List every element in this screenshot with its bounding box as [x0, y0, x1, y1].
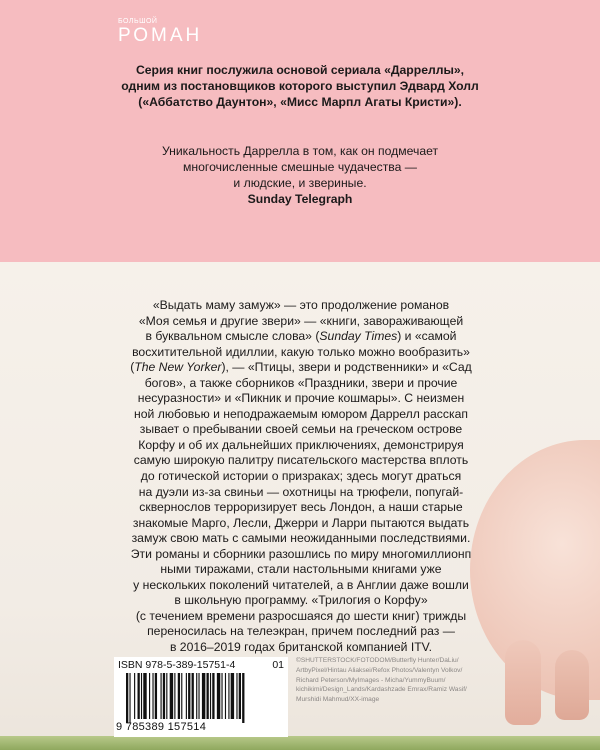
description-line: зывает о пребывании своей семьи на греческом острове [139, 422, 463, 437]
description-line: восхитительной идиллии, какую только можно вообразить» [132, 344, 470, 359]
barcode-bar [174, 673, 175, 719]
isbn-addon: 01 [272, 659, 284, 671]
barcode-bar [155, 673, 157, 719]
description-line: (с течением времени разросшаяся до шести книг) трижды [135, 608, 467, 623]
barcode-bar [192, 673, 194, 719]
credit-line: ArtbyPixel/Hintau Aliaksei/Refox Photos/Valentyn Volkov/ [296, 666, 463, 674]
barcode-bar [239, 673, 241, 719]
barcode-bar [141, 673, 142, 719]
description-line: замуж свою мать с самыми неожиданными последствиями. [131, 531, 471, 546]
barcode-bar [210, 673, 211, 719]
barcode-bar [202, 673, 205, 719]
barcode-bar [212, 673, 214, 719]
description-line: на дуэли из-за свиньи — охотницы на трюфели, попугай- [138, 484, 464, 499]
barcode-bar [196, 673, 197, 719]
barcode-bar [152, 673, 153, 719]
photo-credits [296, 656, 486, 705]
series-note-line: («Аббатство Даунтон», «Мисс Марпл Агаты Кристи»). [138, 95, 462, 109]
pig-leg-image [505, 640, 541, 725]
barcode-bar [236, 673, 237, 719]
barcode-block [114, 657, 288, 737]
barcode-bar [242, 673, 244, 723]
description-line: до готической истории о призраках; здесь могут драться [140, 469, 462, 484]
description-line: сквернослов терроризирует весь Лондон, а наши старые [139, 500, 463, 515]
review-quote [110, 143, 490, 191]
description-line: переносилась на телеэкран, причем последний раз — [147, 624, 455, 639]
barcode-bar [188, 673, 190, 719]
description-line: Корфу и об их дальнейших приключениях, демонстрируя [138, 437, 464, 452]
publisher-logo [118, 18, 202, 46]
barcode-bar [126, 673, 128, 723]
credit-line: Richard Peterson/MyImages - Micha/YummyBuum/ [296, 676, 446, 684]
barcode-bar [207, 673, 209, 719]
logo-small-text: БОЛЬШОЙ [118, 18, 158, 25]
credit-line: kichikimi/Design_Lands/Kardashzade Emrax/Ramiz Wasif/ [296, 686, 467, 694]
barcode-bar [166, 673, 167, 719]
barcode-bar [186, 673, 187, 719]
series-note-line: Серия книг послужила основой сериала «Дарреллы», [135, 63, 465, 77]
barcode-bar [217, 673, 220, 719]
barcode-bar [198, 673, 199, 719]
quote-line: и людские, и звериные. [233, 176, 367, 190]
description-text: ) и «самой [397, 329, 457, 344]
description-line: в школьную программу. «Трилогия о Корфу» [174, 593, 428, 608]
description-italic: Sunday Times [319, 329, 398, 344]
barcode-bar [231, 673, 234, 719]
description-line [110, 329, 492, 345]
description-text: ), — «Птицы, звери и родственники» и «Сад [221, 360, 472, 375]
barcode-bar [163, 673, 165, 719]
description-line: «Выдать маму замуж» — это продолжение романов [152, 298, 450, 312]
description-text: в буквальном смысле слова» ( [145, 329, 320, 344]
description-line: у нескольких поколений читателей, а в Англии даже вошли [133, 577, 469, 592]
barcode-bar [228, 673, 229, 719]
barcode-bar [225, 673, 226, 719]
pink-top-panel [0, 0, 600, 262]
description-italic: The New Yorker [134, 360, 222, 375]
quote-line: многочисленные смешные чудачества — [183, 160, 417, 174]
quote-line: Уникальность Даррелла в том, как он подмечает [161, 144, 439, 158]
barcode-bar [134, 673, 135, 719]
barcode-bar [149, 673, 150, 719]
barcode-bars [126, 673, 280, 723]
series-note [100, 62, 500, 110]
description-line: в 2016–2019 годах британской компанией ITV. [169, 640, 433, 655]
grass-strip [0, 736, 600, 750]
logo-big-text: РОМАН [118, 25, 203, 46]
barcode-bar [138, 673, 140, 719]
description-line: ными тиражами, стали настольными книгами уже [160, 562, 442, 577]
barcode-digits: 9 785389 157514 [116, 721, 207, 733]
description-line [110, 360, 492, 376]
isbn-row [118, 659, 284, 671]
description-line: «Моя семья и другие звери» — «книги, завораживающей [138, 313, 464, 328]
barcode-bar [170, 673, 173, 719]
barcode-bar [143, 673, 146, 719]
credit-line: ©SHUTTERSTOCK/FOTODOM/Butterfly Hunter/DaLiu/ [296, 657, 459, 664]
barcode-bar [181, 673, 182, 719]
description-line: несуразности» и «Пикник и прочие кошмары». С неизмен [137, 391, 465, 406]
isbn-number: ISBN 978-5-389-15751-4 [118, 659, 236, 671]
description-line: ной любовью и неподражаемым юмором Даррелл расскап [134, 406, 468, 421]
barcode-bar [129, 673, 130, 723]
book-description [110, 298, 492, 656]
description-text: ( [130, 360, 135, 375]
pig-leg-image [555, 650, 589, 720]
barcode-bar [161, 673, 162, 719]
description-line: знакомые Марго, Лесли, Джерри и Ларри пытаются выдать [132, 515, 470, 530]
barcode-bar [178, 673, 180, 719]
series-note-line: одним из постановщиков которого выступил Эдвард Холл [121, 79, 479, 93]
credit-line: Murshidi Mahmud/XX-image [296, 696, 380, 704]
quote-source: Sunday Telegraph [247, 192, 353, 206]
description-line: самую широкую палитру писательского мастерства вплоть [133, 453, 469, 468]
description-line: Эти романы и сборники разошлись по миру многомиллионп [130, 546, 472, 561]
barcode-bar [221, 673, 222, 719]
description-line: богов», а также сборников «Праздники, звери и прочие [144, 375, 458, 390]
